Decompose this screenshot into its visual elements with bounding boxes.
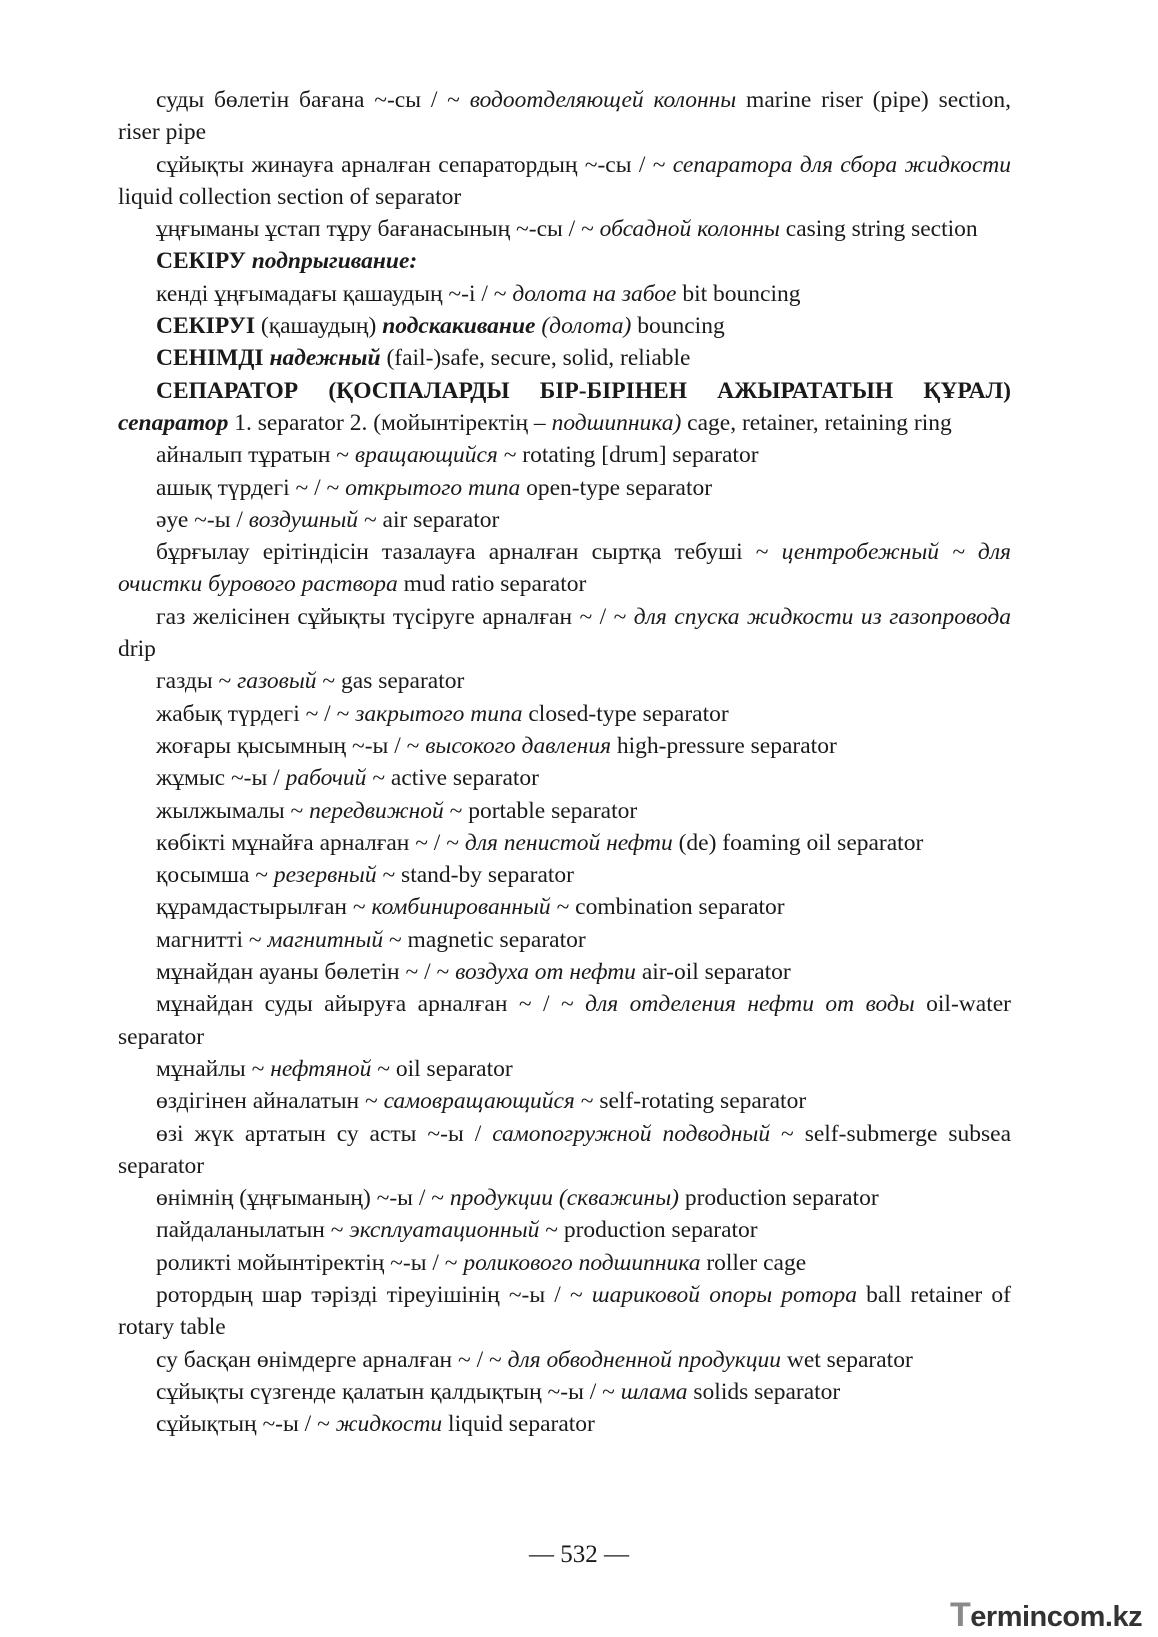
dictionary-entry (118, 472, 1011, 504)
entry-text: көбікті мұнайға арналған ~ / ~ (156, 829, 465, 856)
dictionary-entry (118, 245, 1011, 277)
dictionary-entry (118, 891, 1011, 923)
entry-text: сұйықты жинауға арналған сепаратордың ~-сы / ~ (156, 151, 673, 178)
entry-russian-term: подшипника) (551, 409, 682, 436)
entry-text: cage, retainer, retaining ring (681, 409, 952, 436)
entry-text: ~ active separator (366, 765, 539, 792)
entry-text: ~ air separator (358, 506, 500, 533)
dictionary-entry (118, 213, 1011, 245)
entry-russian-term: воздуха от нефти (455, 959, 636, 986)
entry-headword: СЕКІРУ (156, 248, 252, 275)
entry-russian-term: центробежный ~ для очистки бурового раствора (118, 539, 1011, 598)
entry-russian-term: закрытого типа (355, 700, 523, 727)
dictionary-entry (118, 827, 1011, 859)
entry-text: ~ self-submerge subsea separator (118, 1120, 1012, 1179)
dictionary-entry (118, 1344, 1011, 1376)
entry-russian-term: открытого типа (345, 474, 521, 501)
entry-text: жоғары қысымның ~-ы / ~ (156, 732, 426, 759)
entry-headword: СЕКІРУІ (156, 313, 255, 340)
dictionary-entry (118, 1279, 1011, 1344)
dictionary-entry (118, 859, 1011, 891)
entry-text: wet separator (780, 1346, 913, 1373)
dictionary-entry (118, 504, 1011, 536)
entry-text: мұнайдан ауаны бөлетін ~ / ~ (156, 959, 456, 986)
entry-headword: СЕПАРАТОР (ҚОСПАЛАРДЫ БІР-БІРІНЕН АЖЫРАТАТЫН ҚҰРАЛ) (156, 377, 1011, 404)
entry-russian-headword: подпрыгивание: (251, 248, 418, 275)
entry-text: (de) foaming oil separator (672, 829, 924, 856)
entry-headword: СЕНІМДІ (156, 345, 270, 372)
dictionary-entry (118, 1214, 1011, 1246)
entry-text: ~ oil separator (371, 1055, 513, 1082)
entry-russian-term: эксплуатационный (349, 1217, 540, 1244)
entry-russian-term: самовращающийся (383, 1088, 575, 1115)
entry-text: өнімнің (ұңғыманың) ~-ы / ~ (156, 1185, 450, 1212)
entry-russian-term: резервный (273, 862, 377, 889)
entry-text: (қашаудың) (255, 313, 383, 340)
dictionary-entry (118, 439, 1011, 471)
entry-russian-term: шлама (620, 1378, 688, 1405)
entry-russian-term: сепаратора для сбора жидкости (672, 151, 1011, 178)
dictionary-entry (118, 1118, 1011, 1183)
entry-russian-headword: сепаратор (118, 409, 229, 436)
entry-text: roller cage (700, 1249, 807, 1276)
dictionary-entry (118, 1053, 1011, 1085)
entry-russian-term: высокого давления (425, 732, 611, 759)
dictionary-entry (118, 698, 1011, 730)
entry-russian-term: воздушный (248, 506, 359, 533)
dictionary-entry (118, 730, 1011, 762)
dictionary-entry (118, 1085, 1011, 1117)
dictionary-entry (118, 601, 1011, 666)
entry-text: айналып тұратын ~ (156, 442, 355, 469)
entry-text: газды ~ (156, 668, 238, 695)
dictionary-entry (118, 310, 1011, 342)
entry-text: bouncing (631, 313, 725, 340)
entry-text: өзі жүк артатын су асты ~-ы / (156, 1120, 493, 1147)
entry-text: мұнайдан суды айыруға арналған ~ / ~ (156, 991, 586, 1018)
entry-text: жұмыс ~-ы / (156, 765, 286, 792)
entry-russian-term: самопогружной подводный (492, 1120, 771, 1147)
entry-text: сұйықты сүзгенде қалатын қалдықтың ~-ы / ~ (156, 1378, 621, 1405)
page-number: — 532 — (529, 1541, 629, 1568)
dictionary-entry (118, 1376, 1011, 1408)
dictionary-entry (118, 149, 1011, 214)
entry-russian-term: магнитный (267, 926, 384, 953)
dictionary-entry (118, 665, 1011, 697)
entry-russian-term: водоотделяющей колонны (469, 87, 737, 113)
entry-text: ~ self-rotating separator (574, 1088, 807, 1115)
entry-russian-term: для пенистой нефти (464, 829, 673, 856)
logo-letter-t: T (950, 1596, 971, 1634)
entry-russian-term: обсадной колонны (599, 216, 780, 243)
dictionary-entry (118, 795, 1011, 827)
entry-russian-term: (долота) (541, 313, 632, 340)
dictionary-page-body (118, 84, 1011, 1440)
entry-russian-term: вращающийся (354, 442, 498, 469)
entry-text: closed-type separator (522, 700, 729, 727)
entry-text: кенді ұңғымадағы қашаудың ~-і / ~ (156, 280, 513, 307)
dictionary-entry (118, 1182, 1011, 1214)
entry-text: oil-water separator (118, 991, 1011, 1050)
entry-text: ротордың шар тәрізді тіреуішінің ~-ы / ~ (156, 1281, 592, 1308)
entry-text: роликті мойынтіректің ~-ы / ~ (156, 1249, 464, 1276)
entry-russian-term: жидкости (335, 1411, 443, 1438)
entry-russian-headword: подскакивание (382, 313, 536, 340)
entry-text: ~ rotating [drum] separator (497, 442, 759, 469)
dictionary-entry (118, 84, 1011, 149)
entry-russian-term: продукции (скважины) (449, 1185, 679, 1212)
dictionary-entry (118, 342, 1011, 374)
entry-russian-term: рабочий (285, 765, 367, 792)
entry-text: ~ production separator (539, 1217, 758, 1244)
entry-text: high-pressure separator (611, 732, 837, 759)
entry-text: құрамдастырылған ~ (156, 894, 372, 921)
entry-text: ұңғыманы ұстап тұру бағанасының ~-сы / ~ (156, 216, 600, 243)
entry-russian-term: для отделения нефти от воды (585, 991, 915, 1018)
dictionary-entry (118, 924, 1011, 956)
entry-russian-term: комбинированный (371, 894, 551, 921)
dictionary-entry (118, 536, 1011, 601)
entry-text: mud ratio separator (397, 571, 587, 598)
entry-text: магнитті ~ (156, 926, 268, 953)
entry-text: drip (118, 636, 156, 663)
entry-text: ~ gas separator (316, 668, 465, 695)
entry-text: solids separator (687, 1378, 841, 1405)
entry-text: жабық түрдегі ~ / ~ (156, 700, 356, 727)
entry-text: ~ combination separator (550, 894, 785, 921)
entry-russian-term: для обводненной продукции (507, 1346, 781, 1373)
entry-text: әуе ~-ы / (156, 506, 249, 533)
entry-russian-term: долота на забое (512, 280, 677, 307)
entry-text: қосымша ~ (156, 862, 274, 889)
entry-text: суды бөлетін бағана ~-сы / ~ (156, 87, 470, 113)
entry-text: ball retainer of rotary table (118, 1281, 1011, 1341)
entry-text: жылжымалы ~ (156, 797, 310, 824)
dictionary-entry (118, 988, 1011, 1053)
entry-russian-term: шариковой опоры ротора (591, 1281, 857, 1308)
logo-text: ermincom.kz (970, 1601, 1143, 1633)
entry-russian-headword: надежный (269, 345, 381, 372)
entry-text: ~ portable separator (443, 797, 638, 824)
entry-text: өздігінен айналатын ~ (156, 1088, 384, 1115)
entry-russian-term: передвижной (309, 797, 444, 824)
entry-russian-term: нефтяной (270, 1055, 372, 1082)
dictionary-entry (118, 1247, 1011, 1279)
entry-russian-term: роликового подшипника (463, 1249, 701, 1276)
entry-text: пайдаланылатын ~ (156, 1217, 350, 1244)
entry-text: marine riser (pipe) section, riser pipe (118, 87, 1012, 146)
termincom-logo (950, 1596, 1142, 1635)
entry-text: ашық түрдегі ~ / ~ (156, 474, 346, 501)
dictionary-entry (118, 956, 1011, 988)
dictionary-entry (118, 1408, 1011, 1440)
dictionary-entry (118, 762, 1011, 794)
entry-text: (fail-)safe, secure, solid, reliable (380, 345, 691, 372)
entry-text: ~ magnetic separator (383, 926, 586, 953)
entry-text: ~ stand-by separator (376, 862, 574, 889)
entry-text: casing string section (779, 216, 978, 243)
entry-text: liquid separator (442, 1411, 595, 1438)
entry-text: production separator (678, 1185, 879, 1212)
entry-text: мұнайлы ~ (156, 1055, 271, 1082)
entry-text: open-type separator (520, 474, 713, 501)
entry-text: 1. separator 2. (мойынтіректің – (228, 409, 552, 436)
entry-text: газ желісінен сұйықты түсіруге арналған ~ / ~ (156, 603, 634, 630)
entry-text: air-oil separator (635, 959, 791, 986)
entry-text: сұйықтың ~-ы / ~ (156, 1411, 336, 1438)
entry-text: bit bouncing (676, 280, 801, 307)
entry-russian-term: газовый (237, 668, 317, 695)
dictionary-entry (118, 278, 1011, 310)
entry-text: бұрғылау ерітіндісін тазалауға арналған сыртқа тебуші ~ (156, 539, 782, 566)
entry-text: су басқан өнімдерге арналған ~ / ~ (156, 1346, 508, 1373)
dictionary-entry (118, 375, 1011, 440)
entry-russian-term: для спуска жидкости из газопровода (633, 603, 1011, 630)
entry-text: liquid collection section of separator (118, 183, 462, 210)
